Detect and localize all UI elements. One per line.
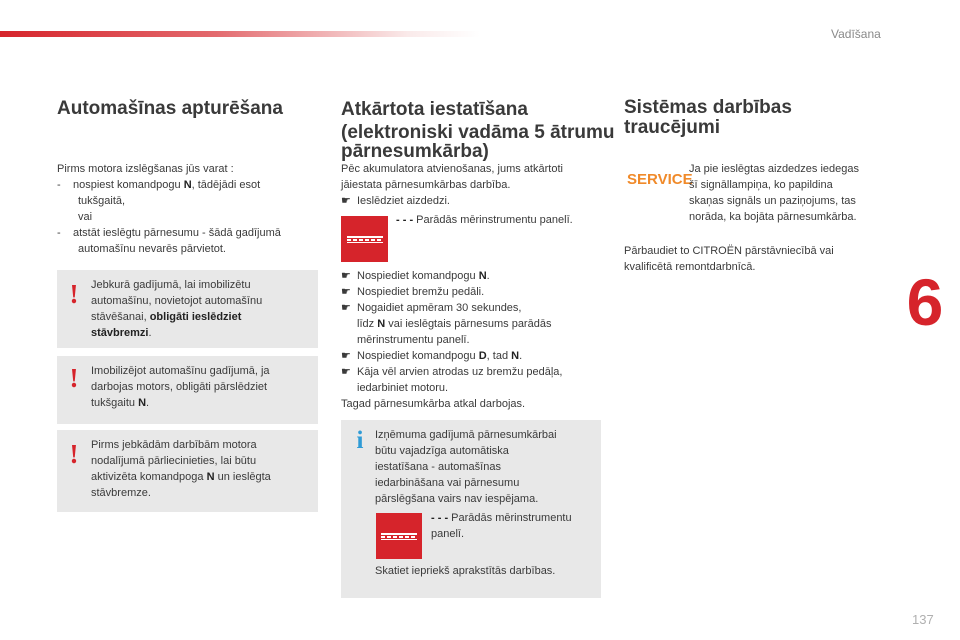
arrow-bullet-icon: ☛ bbox=[341, 350, 351, 362]
top-accent-bar bbox=[0, 31, 480, 37]
key-n: N bbox=[183, 179, 192, 191]
text-line bbox=[91, 325, 313, 341]
dash: - bbox=[57, 227, 61, 239]
text: skaņas signāls un paziņojums, tas bbox=[689, 195, 856, 207]
list-item-text: Ieslēdziet aizdedzi. bbox=[357, 195, 450, 207]
dash: - bbox=[57, 179, 61, 191]
bold-text: N bbox=[377, 318, 386, 330]
info-panel-text bbox=[431, 510, 597, 542]
text: Parādās mērinstrumentu bbox=[448, 512, 572, 524]
col2-steps bbox=[341, 268, 616, 412]
list-item bbox=[57, 177, 327, 193]
list-item bbox=[341, 348, 616, 364]
warning-text bbox=[91, 437, 313, 501]
text: darbojas motors, obligāti pārslēdziet bbox=[91, 381, 268, 393]
text: pārslēgšana vairs nav iespējama. bbox=[375, 493, 539, 505]
text: iestatīšana - automašīnas bbox=[375, 461, 501, 473]
info-box bbox=[341, 420, 601, 598]
panel-shown-text bbox=[396, 212, 616, 228]
list-item bbox=[341, 268, 616, 284]
text-line bbox=[431, 510, 597, 526]
list-item-text: Nospiediet bremžu pedāli. bbox=[357, 286, 485, 298]
bold-text: stāvbremzi bbox=[91, 327, 149, 339]
text: Pēc akumulatora atvienošanas, jums atkārtoti bbox=[341, 163, 563, 175]
or-text: vai bbox=[78, 211, 93, 223]
arrow-bullet-icon: ☛ bbox=[341, 195, 351, 207]
list-item bbox=[341, 300, 616, 316]
title-line: (elektroniski vadāma 5 ātrumu bbox=[341, 122, 615, 143]
dashes-icon bbox=[381, 533, 417, 540]
text: kvalificētā remontdarbnīcā. bbox=[624, 261, 756, 273]
text: tukšgaitu bbox=[91, 397, 139, 409]
bold-text: N bbox=[138, 397, 147, 409]
text: panelī. bbox=[431, 528, 465, 540]
list-item-text bbox=[357, 348, 522, 364]
text: , tādējādi esot bbox=[191, 179, 261, 191]
warning-box-2 bbox=[57, 356, 318, 424]
text: aktivizēta komandpoga bbox=[91, 471, 207, 483]
gearbox-warning-lamp bbox=[376, 513, 422, 559]
bold-text: N bbox=[511, 350, 520, 362]
arrow-bullet-icon: ☛ bbox=[341, 270, 351, 282]
text: jāiestata pārnesumkārbas darbība. bbox=[341, 179, 511, 191]
col3-text-2 bbox=[624, 243, 894, 275]
list-item-cont: tukšgaitā, bbox=[78, 195, 126, 207]
text: šī signāllampiņa, ko papildina bbox=[689, 179, 833, 191]
title-line: Sistēmas darbības bbox=[624, 97, 792, 118]
col2-intro bbox=[341, 161, 611, 209]
text: . bbox=[146, 397, 150, 409]
dashes-icon bbox=[347, 236, 383, 243]
text-line bbox=[91, 309, 313, 325]
text: stāvēšanai, bbox=[91, 311, 150, 323]
bold-text: N bbox=[478, 270, 487, 282]
text: automašīnu, novietojot automašīnu bbox=[91, 295, 263, 307]
text: stāvbremze. bbox=[91, 487, 151, 499]
chapter-number: 6 bbox=[906, 265, 944, 339]
text: būtu vajadzīga automātiska bbox=[375, 445, 509, 457]
text: Izņēmuma gadījumā pārnesumkārbai bbox=[375, 429, 557, 441]
list-item-cont: iedarbiniet motoru. bbox=[357, 382, 449, 394]
warning-text bbox=[91, 277, 313, 341]
info-icon: i bbox=[356, 427, 364, 454]
list-item bbox=[341, 284, 616, 300]
text: Parādās mērinstrumentu panelī. bbox=[413, 214, 573, 226]
text: līdz bbox=[357, 318, 378, 330]
bold-text: obligāti ieslēdziet bbox=[149, 311, 242, 323]
col3-title bbox=[624, 98, 792, 138]
warning-box-3 bbox=[57, 430, 318, 512]
info-text bbox=[375, 427, 597, 507]
text: Nospiediet komandpogu bbox=[357, 350, 479, 362]
text: . bbox=[148, 327, 152, 339]
service-warning-icon: SERVICE bbox=[627, 171, 693, 188]
intro-text: Pirms motora izslēgšanas jūs varat : bbox=[57, 163, 234, 175]
list-item-cont: mērinstrumentu panelī. bbox=[357, 334, 470, 346]
text: vai ieslēgtais pārnesums parādās bbox=[385, 318, 552, 330]
list-item bbox=[57, 225, 327, 241]
warning-icon: ! bbox=[69, 439, 79, 469]
status-text: Tagad pārnesumkārba atkal darbojas. bbox=[341, 398, 526, 410]
list-item-text bbox=[73, 177, 260, 193]
title-line: traucējumi bbox=[624, 117, 721, 138]
list-item-text bbox=[357, 268, 490, 284]
list-item bbox=[341, 364, 616, 380]
bold-text: N bbox=[206, 471, 215, 483]
info-see-text: Skatiet iepriekš aprakstītās darbības. bbox=[375, 565, 556, 577]
text: . bbox=[486, 270, 490, 282]
arrow-bullet-icon: ☛ bbox=[341, 286, 351, 298]
list-item-text: atstāt ieslēgtu pārnesumu - šādā gadījumā bbox=[73, 227, 281, 239]
col3-text-1 bbox=[689, 161, 899, 225]
section-title: Vadīšana bbox=[831, 27, 881, 41]
text: Pirms jebkādām darbībām motora bbox=[91, 439, 257, 451]
col2-title bbox=[341, 98, 621, 163]
warning-icon: ! bbox=[69, 279, 79, 309]
list-item-text: Kāja vēl arvien atrodas uz bremžu pedāļa, bbox=[357, 366, 563, 378]
arrow-bullet-icon: ☛ bbox=[341, 366, 351, 378]
text: Nospiediet komandpogu bbox=[357, 270, 479, 282]
title-line: Atkārtota iestatīšana bbox=[341, 99, 528, 120]
dashes-text: - - - bbox=[396, 214, 414, 226]
text: Pārbaudiet to CITROËN pārstāvniecībā vai bbox=[624, 245, 834, 257]
list-item bbox=[341, 193, 611, 209]
text: norāda, ka bojāta pārnesumkārba. bbox=[689, 211, 857, 223]
text-line bbox=[91, 469, 313, 485]
warning-box-1 bbox=[57, 270, 318, 348]
col1-intro bbox=[57, 161, 327, 257]
warning-text bbox=[91, 363, 313, 411]
gearbox-warning-lamp bbox=[341, 216, 388, 262]
text: Ja pie ieslēgtas aizdedzes iedegas bbox=[689, 163, 860, 175]
list-item-text: Nogaidiet apmēram 30 sekundes, bbox=[357, 302, 522, 314]
bold-text: D bbox=[478, 350, 487, 362]
title-line: pārnesumkārba) bbox=[341, 141, 489, 162]
page-number: 137 bbox=[912, 612, 934, 627]
arrow-bullet-icon: ☛ bbox=[341, 302, 351, 314]
warning-icon: ! bbox=[69, 363, 79, 393]
text: Jebkurā gadījumā, lai imobilizētu bbox=[91, 279, 251, 291]
text: nodalījumā pārliecinieties, lai būtu bbox=[91, 455, 257, 467]
text: iedarbināšana vai pārnesumu bbox=[375, 477, 520, 489]
text: un ieslēgta bbox=[214, 471, 271, 483]
text: nospiest komandpogu bbox=[73, 179, 184, 191]
list-item-cont bbox=[341, 316, 616, 332]
text: , tad bbox=[486, 350, 512, 362]
dashes-text: - - - bbox=[431, 512, 449, 524]
list-item-cont: automašīnu nevarēs pārvietot. bbox=[78, 243, 226, 255]
text-line bbox=[91, 395, 313, 411]
col1-title: Automašīnas apturēšana bbox=[57, 98, 283, 119]
text: . bbox=[519, 350, 523, 362]
text: Imobilizējot automašīnu gadījumā, ja bbox=[91, 365, 270, 377]
